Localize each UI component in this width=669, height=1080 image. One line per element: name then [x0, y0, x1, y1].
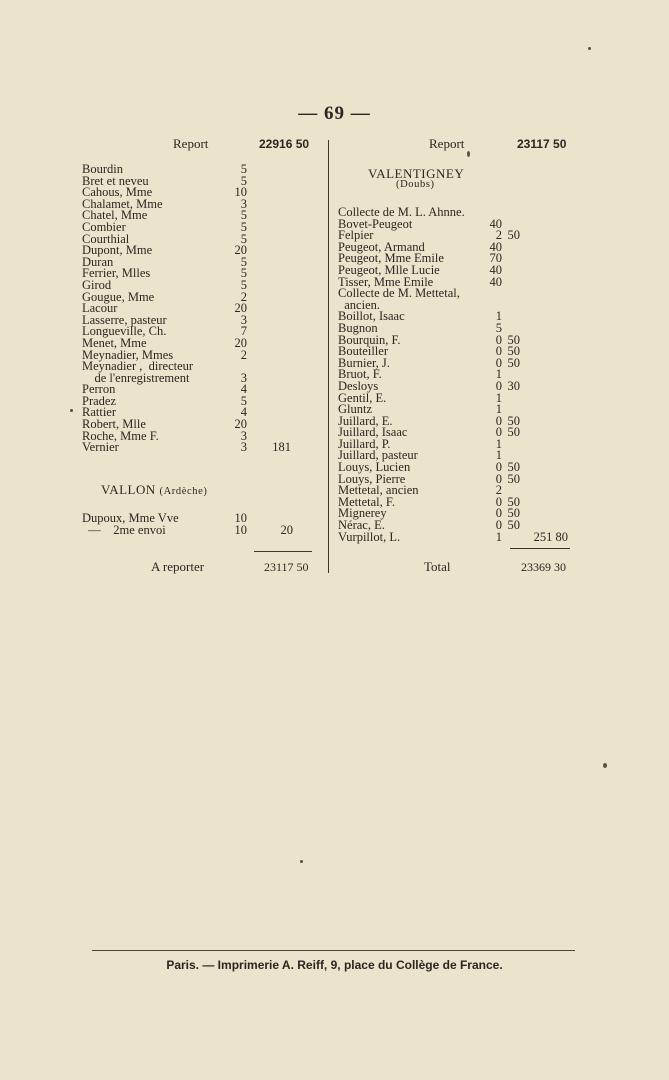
- paper-speck: [588, 47, 591, 50]
- entry-name: Collecte de M. L. Ahnne.: [338, 205, 465, 219]
- entry-name: Bovet-Peugeot: [338, 216, 413, 231]
- entry-name: Gentil, E.: [338, 390, 387, 405]
- entry-name: Felpier: [338, 228, 374, 243]
- entry-amount: 2: [240, 347, 247, 362]
- entry-name: Bruot, F.: [338, 367, 382, 382]
- entry-centimes: 30: [507, 378, 520, 393]
- entry-name: Bret et neveu: [82, 173, 149, 188]
- entry-francs: 70: [489, 251, 502, 266]
- entry-francs: 0: [495, 518, 502, 533]
- entry-amount: 5: [240, 231, 247, 246]
- entry-centimes: 50: [507, 228, 520, 243]
- entry-name: Chalamet, Mme: [82, 196, 163, 211]
- entry-francs: 2: [495, 483, 502, 498]
- entry-name: Duran: [82, 254, 114, 269]
- entry-centimes: 50: [507, 518, 520, 533]
- right-total-amount: 23369 30: [521, 560, 566, 574]
- entry-name: Vernier: [82, 440, 119, 455]
- entry-francs: 40: [489, 216, 502, 231]
- entry-francs: 0: [495, 332, 502, 347]
- entry-name: de l'enregistrement: [82, 370, 190, 385]
- entry-francs: 1: [495, 367, 502, 382]
- left-carry-amount: 23117 50: [264, 560, 309, 574]
- entry-name: Desloys: [338, 378, 379, 393]
- entry-name: Louys, Lucien: [338, 460, 411, 475]
- entry-centimes: 50: [507, 344, 520, 359]
- entry-francs: 0: [495, 471, 502, 486]
- entry-subtotal: 181: [272, 440, 291, 455]
- entry-amount: 20: [234, 301, 247, 316]
- entry-francs: 0: [495, 378, 502, 393]
- entry-amount: 7: [240, 324, 247, 339]
- entry-name: Meynadier, Mmes: [82, 347, 174, 362]
- entry-amount: 3: [240, 440, 247, 455]
- entry-subtotal: 20: [280, 522, 293, 537]
- entry-name: Nérac, E.: [338, 518, 385, 533]
- right-total-label: Total: [424, 559, 451, 574]
- entry-name: Boillot, Isaac: [338, 309, 405, 324]
- right-report-label: Report: [429, 136, 465, 151]
- entry-name: Chatel, Mme: [82, 208, 148, 223]
- entry-amount: 20: [234, 417, 247, 432]
- entry-name: Gluntz: [338, 402, 373, 417]
- entry-centimes: 50: [507, 506, 520, 521]
- entry-amount: 5: [240, 173, 247, 188]
- right-entry-list: [338, 207, 570, 543]
- entry-name: Girod: [82, 277, 112, 292]
- entry-name: Menet, Mme: [82, 335, 147, 350]
- entry-centimes: 50: [507, 413, 520, 428]
- entry-amount: 10: [234, 522, 247, 537]
- entry-name: Bouteiller: [338, 344, 388, 359]
- entry-name: Louys, Pierre: [338, 471, 406, 486]
- entry-centimes: 50: [507, 471, 520, 486]
- left-report-amount: 22916 50: [259, 137, 310, 151]
- entry-francs: 1: [495, 448, 502, 463]
- entry-francs: 40: [489, 239, 502, 254]
- entry-francs: 1: [495, 402, 502, 417]
- entry-name: Longueville, Ch.: [82, 324, 167, 339]
- right-sum-rule: [510, 548, 570, 549]
- entry-name: Bourquin, F.: [338, 332, 401, 347]
- entry-name: — 2me envoi: [82, 522, 166, 537]
- vallon-section-heading: [101, 482, 207, 498]
- entry-name: Bugnon: [338, 320, 378, 335]
- entry-francs: 40: [489, 262, 502, 277]
- paper-speck: [70, 409, 73, 412]
- entry-amount: 5: [240, 393, 247, 408]
- entry-centimes: 50: [507, 460, 520, 475]
- entry-francs: 40: [489, 274, 502, 289]
- entry-name: Vurpillot, L.: [338, 529, 401, 544]
- entry-amount: 10: [234, 511, 247, 525]
- entry-amount: 5: [240, 208, 247, 223]
- entry-francs: 1: [495, 390, 502, 405]
- entry-name: Gougue, Mme: [82, 289, 155, 304]
- entry-name: Mettetal, ancien: [338, 483, 419, 498]
- entry-amount: 20: [234, 243, 247, 258]
- entry-name: Juillard, pasteur: [338, 448, 418, 463]
- valentigney-region: (Doubs): [396, 179, 435, 190]
- paper-speck: [300, 860, 303, 863]
- entry-francs: 1: [495, 529, 502, 544]
- page-number: — 69 —: [298, 103, 371, 124]
- left-report-label: Report: [173, 136, 209, 151]
- entry-name: Rattier: [82, 405, 117, 420]
- entry-name: Dupoux, Mme Vve: [82, 511, 179, 525]
- entry-name: Lasserre, pasteur: [82, 312, 167, 327]
- entry-name: Lacour: [82, 301, 118, 316]
- entry-name: Burnier, J.: [338, 355, 390, 370]
- entry-francs: 0: [495, 506, 502, 521]
- printer-footer: Paris. — Imprimerie A. Reiff, 9, place du Collège de France.: [166, 958, 503, 972]
- entry-name: Ferrier, Mlles: [82, 266, 151, 281]
- entry-name: Juillard, Isaac: [338, 425, 408, 440]
- entry-amount: 3: [240, 312, 247, 327]
- entry-amount: 3: [240, 428, 247, 443]
- entry-name: Collecte de M. Mettetal,: [338, 286, 460, 301]
- entry-name: ancien.: [338, 297, 380, 312]
- list-item: [82, 522, 312, 537]
- entry-name: Tisser, Mme Emile: [338, 274, 434, 289]
- right-report-amount: 23117 50: [517, 137, 567, 151]
- entry-francs: 2: [495, 228, 502, 243]
- valentigney-title: VALENTIGNEY: [368, 166, 465, 181]
- entry-name: Combier: [82, 219, 126, 234]
- entry-francs: 0: [495, 460, 502, 475]
- entry-name: Dupont, Mme: [82, 243, 153, 258]
- entry-centimes: 50: [507, 494, 520, 509]
- entry-name: Peugeot, Mme Emile: [338, 251, 444, 266]
- entry-name: Peugeot, Mlle Lucie: [338, 262, 440, 277]
- entry-name: Bourdin: [82, 162, 123, 176]
- paper-speck: [603, 763, 607, 768]
- entry-amount: 5: [240, 162, 247, 176]
- vallon-entry-list: [82, 513, 312, 536]
- entry-amount: 5: [240, 266, 247, 281]
- entry-amount: 4: [240, 405, 247, 420]
- entry-amount: 2: [240, 289, 247, 304]
- entry-name: Mettetal, F.: [338, 494, 395, 509]
- entry-amount: 5: [240, 254, 247, 269]
- left-entry-list: [82, 164, 312, 454]
- entry-amount: 3: [240, 196, 247, 211]
- entry-name: Mignerey: [338, 506, 387, 521]
- entry-name: Courthial: [82, 231, 130, 246]
- entry-francs: 5: [495, 320, 502, 335]
- list-item: [82, 268, 312, 280]
- entry-francs: 1: [495, 309, 502, 324]
- entry-amount: 20: [234, 335, 247, 350]
- vallon-region: (Ardèche): [159, 486, 208, 497]
- list-item: [82, 393, 312, 408]
- entry-name: Pradez: [82, 393, 117, 408]
- entry-amount: 3: [240, 370, 247, 385]
- entry-amount: 4: [240, 382, 247, 397]
- entry-name: Perron: [82, 382, 116, 397]
- entry-amount: 5: [240, 277, 247, 292]
- entry-francs: 0: [495, 413, 502, 428]
- list-item: [82, 245, 312, 257]
- entry-francs: 0: [495, 344, 502, 359]
- footer-rule: [92, 950, 575, 951]
- entry-francs: 0: [495, 494, 502, 509]
- list-item: [82, 384, 312, 396]
- entry-name: Robert, Mlle: [82, 417, 146, 432]
- entry-centimes: 50: [507, 355, 520, 370]
- list-item: [82, 370, 312, 385]
- entry-francs: 0: [495, 425, 502, 440]
- left-carry-label: A reporter: [151, 559, 205, 574]
- entry-subtotal: 251 80: [533, 529, 568, 544]
- entry-amount: 5: [240, 219, 247, 234]
- paper-speck: [467, 151, 470, 157]
- left-sum-rule: [254, 551, 312, 552]
- list-item: [338, 529, 570, 544]
- entry-name: Roche, Mme F.: [82, 428, 159, 443]
- entry-amount: 10: [234, 185, 247, 200]
- entry-centimes: 50: [507, 425, 520, 440]
- entry-centimes: 50: [507, 332, 520, 347]
- column-divider: [328, 140, 329, 573]
- entry-francs: 0: [495, 355, 502, 370]
- entry-name: Peugeot, Armand: [338, 239, 425, 254]
- entry-name: Cahous, Mme: [82, 185, 153, 200]
- list-item: [338, 390, 570, 405]
- entry-name: Meynadier , directeur: [82, 359, 194, 374]
- entry-name: Juillard, E.: [338, 413, 393, 428]
- vallon-title: VALLON: [101, 482, 156, 497]
- list-item: [82, 442, 312, 454]
- entry-name: Juillard, P.: [338, 436, 391, 451]
- entry-francs: 1: [495, 436, 502, 451]
